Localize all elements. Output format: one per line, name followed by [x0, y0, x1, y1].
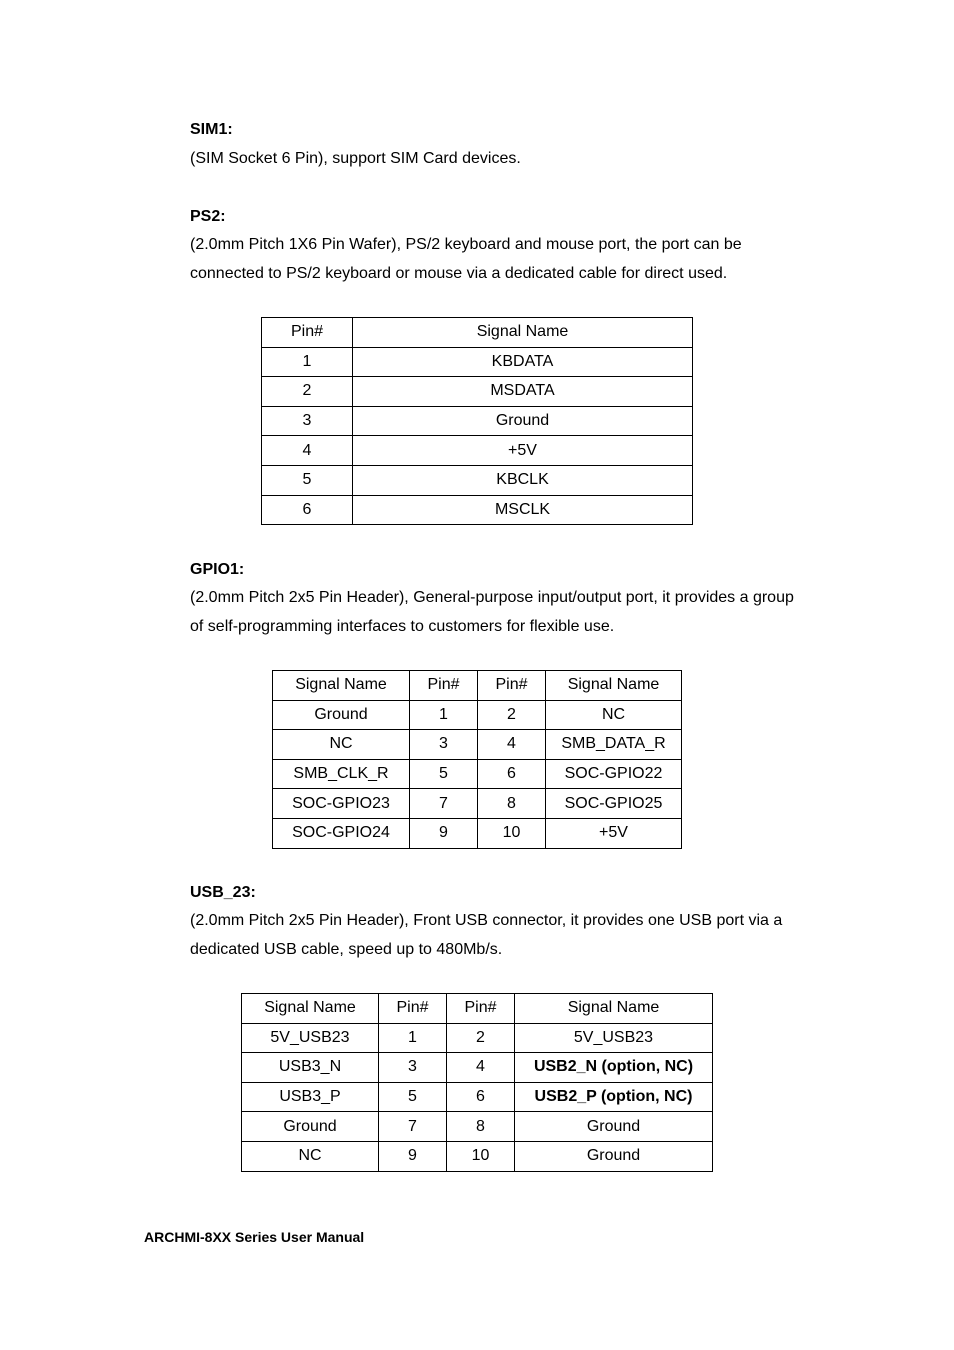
table-cell: 5	[379, 1082, 447, 1112]
table-header-cell: Pin#	[262, 318, 353, 348]
table-header-cell: Signal Name	[242, 994, 379, 1024]
table-header-row	[242, 994, 713, 1024]
table-cell: 8	[478, 789, 546, 819]
gpio1-pin-table	[272, 670, 682, 849]
table-cell: 1	[262, 347, 353, 377]
table-header-cell: Signal Name	[353, 318, 693, 348]
table-cell: +5V	[546, 818, 682, 848]
table-row	[242, 1053, 713, 1083]
table-cell: USB2_N (option, NC)	[515, 1053, 713, 1083]
table-cell: SOC-GPIO23	[273, 789, 410, 819]
table-cell: SOC-GPIO24	[273, 818, 410, 848]
table-row	[242, 1023, 713, 1053]
table-cell: NC	[242, 1141, 379, 1171]
table-cell: 5	[410, 759, 478, 789]
table-cell: 9	[410, 818, 478, 848]
table-row	[242, 1082, 713, 1112]
table-row	[262, 406, 693, 436]
table-cell: 5V_USB23	[242, 1023, 379, 1053]
table-header-row	[262, 318, 693, 348]
table-cell: 4	[478, 730, 546, 760]
ps2-pin-table	[261, 317, 693, 525]
table-cell: SOC-GPIO22	[546, 759, 682, 789]
table-header-cell: Signal Name	[515, 994, 713, 1024]
table-cell: NC	[546, 700, 682, 730]
table-cell: 5	[262, 465, 353, 495]
table-cell: SMB_CLK_R	[273, 759, 410, 789]
table-row	[262, 465, 693, 495]
table-cell: KBDATA	[353, 347, 693, 377]
table-cell: 6	[262, 495, 353, 525]
table-cell: 9	[379, 1141, 447, 1171]
table-cell: 2	[262, 377, 353, 407]
table-cell: 3	[379, 1053, 447, 1083]
table-row	[262, 347, 693, 377]
table-cell: 2	[478, 700, 546, 730]
table-row	[262, 377, 693, 407]
table-cell: 2	[447, 1023, 515, 1053]
table-row	[273, 789, 682, 819]
table-cell: 7	[379, 1112, 447, 1142]
table-cell: Ground	[515, 1112, 713, 1142]
table-header-cell: Pin#	[478, 671, 546, 701]
table-cell: 7	[410, 789, 478, 819]
table-row	[242, 1141, 713, 1171]
sim1-title: SIM1:	[190, 121, 233, 138]
ps2-title: PS2:	[190, 208, 226, 225]
table-cell: MSCLK	[353, 495, 693, 525]
table-cell: 4	[447, 1053, 515, 1083]
table-cell: MSDATA	[353, 377, 693, 407]
table-cell: Ground	[242, 1112, 379, 1142]
table-row	[273, 818, 682, 848]
table-cell: USB3_N	[242, 1053, 379, 1083]
table-row	[273, 759, 682, 789]
sim1-description: (SIM Socket 6 Pin), support SIM Card devices.	[190, 150, 521, 167]
table-cell: +5V	[353, 436, 693, 466]
table-cell: SMB_DATA_R	[546, 730, 682, 760]
table-cell: 1	[410, 700, 478, 730]
table-header-cell: Pin#	[410, 671, 478, 701]
table-cell: USB3_P	[242, 1082, 379, 1112]
table-row	[273, 730, 682, 760]
table-row	[273, 700, 682, 730]
table-cell: USB2_P (option, NC)	[515, 1082, 713, 1112]
table-cell: 10	[478, 818, 546, 848]
table-cell: 5V_USB23	[515, 1023, 713, 1053]
table-row	[262, 495, 693, 525]
table-cell: 4	[262, 436, 353, 466]
table-header-cell: Signal Name	[546, 671, 682, 701]
table-cell: 10	[447, 1141, 515, 1171]
table-row	[262, 436, 693, 466]
ps2-description: (2.0mm Pitch 1X6 Pin Wafer), PS/2 keyboard and mouse port, the port can be connected to PS/2 keyboard or mouse via a dedicated cable for direct used.	[190, 236, 742, 282]
table-cell: 8	[447, 1112, 515, 1142]
table-cell: 3	[410, 730, 478, 760]
page-footer: ARCHMI-8XX Series User Manual	[144, 1229, 365, 1245]
usb23-description: (2.0mm Pitch 2x5 Pin Header), Front USB connector, it provides one USB port via a dedicated USB cable, speed up to 480Mb/s.	[190, 912, 783, 958]
table-header-cell: Signal Name	[273, 671, 410, 701]
table-cell: Ground	[273, 700, 410, 730]
table-cell: Ground	[515, 1141, 713, 1171]
table-row	[242, 1112, 713, 1142]
table-cell: 1	[379, 1023, 447, 1053]
table-cell: 3	[262, 406, 353, 436]
table-cell: Ground	[353, 406, 693, 436]
table-header-cell: Pin#	[379, 994, 447, 1024]
usb23-title: USB_23:	[190, 884, 256, 901]
gpio1-title: GPIO1:	[190, 561, 245, 578]
table-cell: 6	[478, 759, 546, 789]
gpio1-description: (2.0mm Pitch 2x5 Pin Header), General-purpose input/output port, it provides a group of self-programming interfaces to customers for flexible use.	[190, 589, 794, 635]
table-header-row	[273, 671, 682, 701]
table-header-cell: Pin#	[447, 994, 515, 1024]
table-cell: NC	[273, 730, 410, 760]
table-cell: SOC-GPIO25	[546, 789, 682, 819]
table-cell: 6	[447, 1082, 515, 1112]
usb23-pin-table	[241, 993, 713, 1172]
table-cell: KBCLK	[353, 465, 693, 495]
